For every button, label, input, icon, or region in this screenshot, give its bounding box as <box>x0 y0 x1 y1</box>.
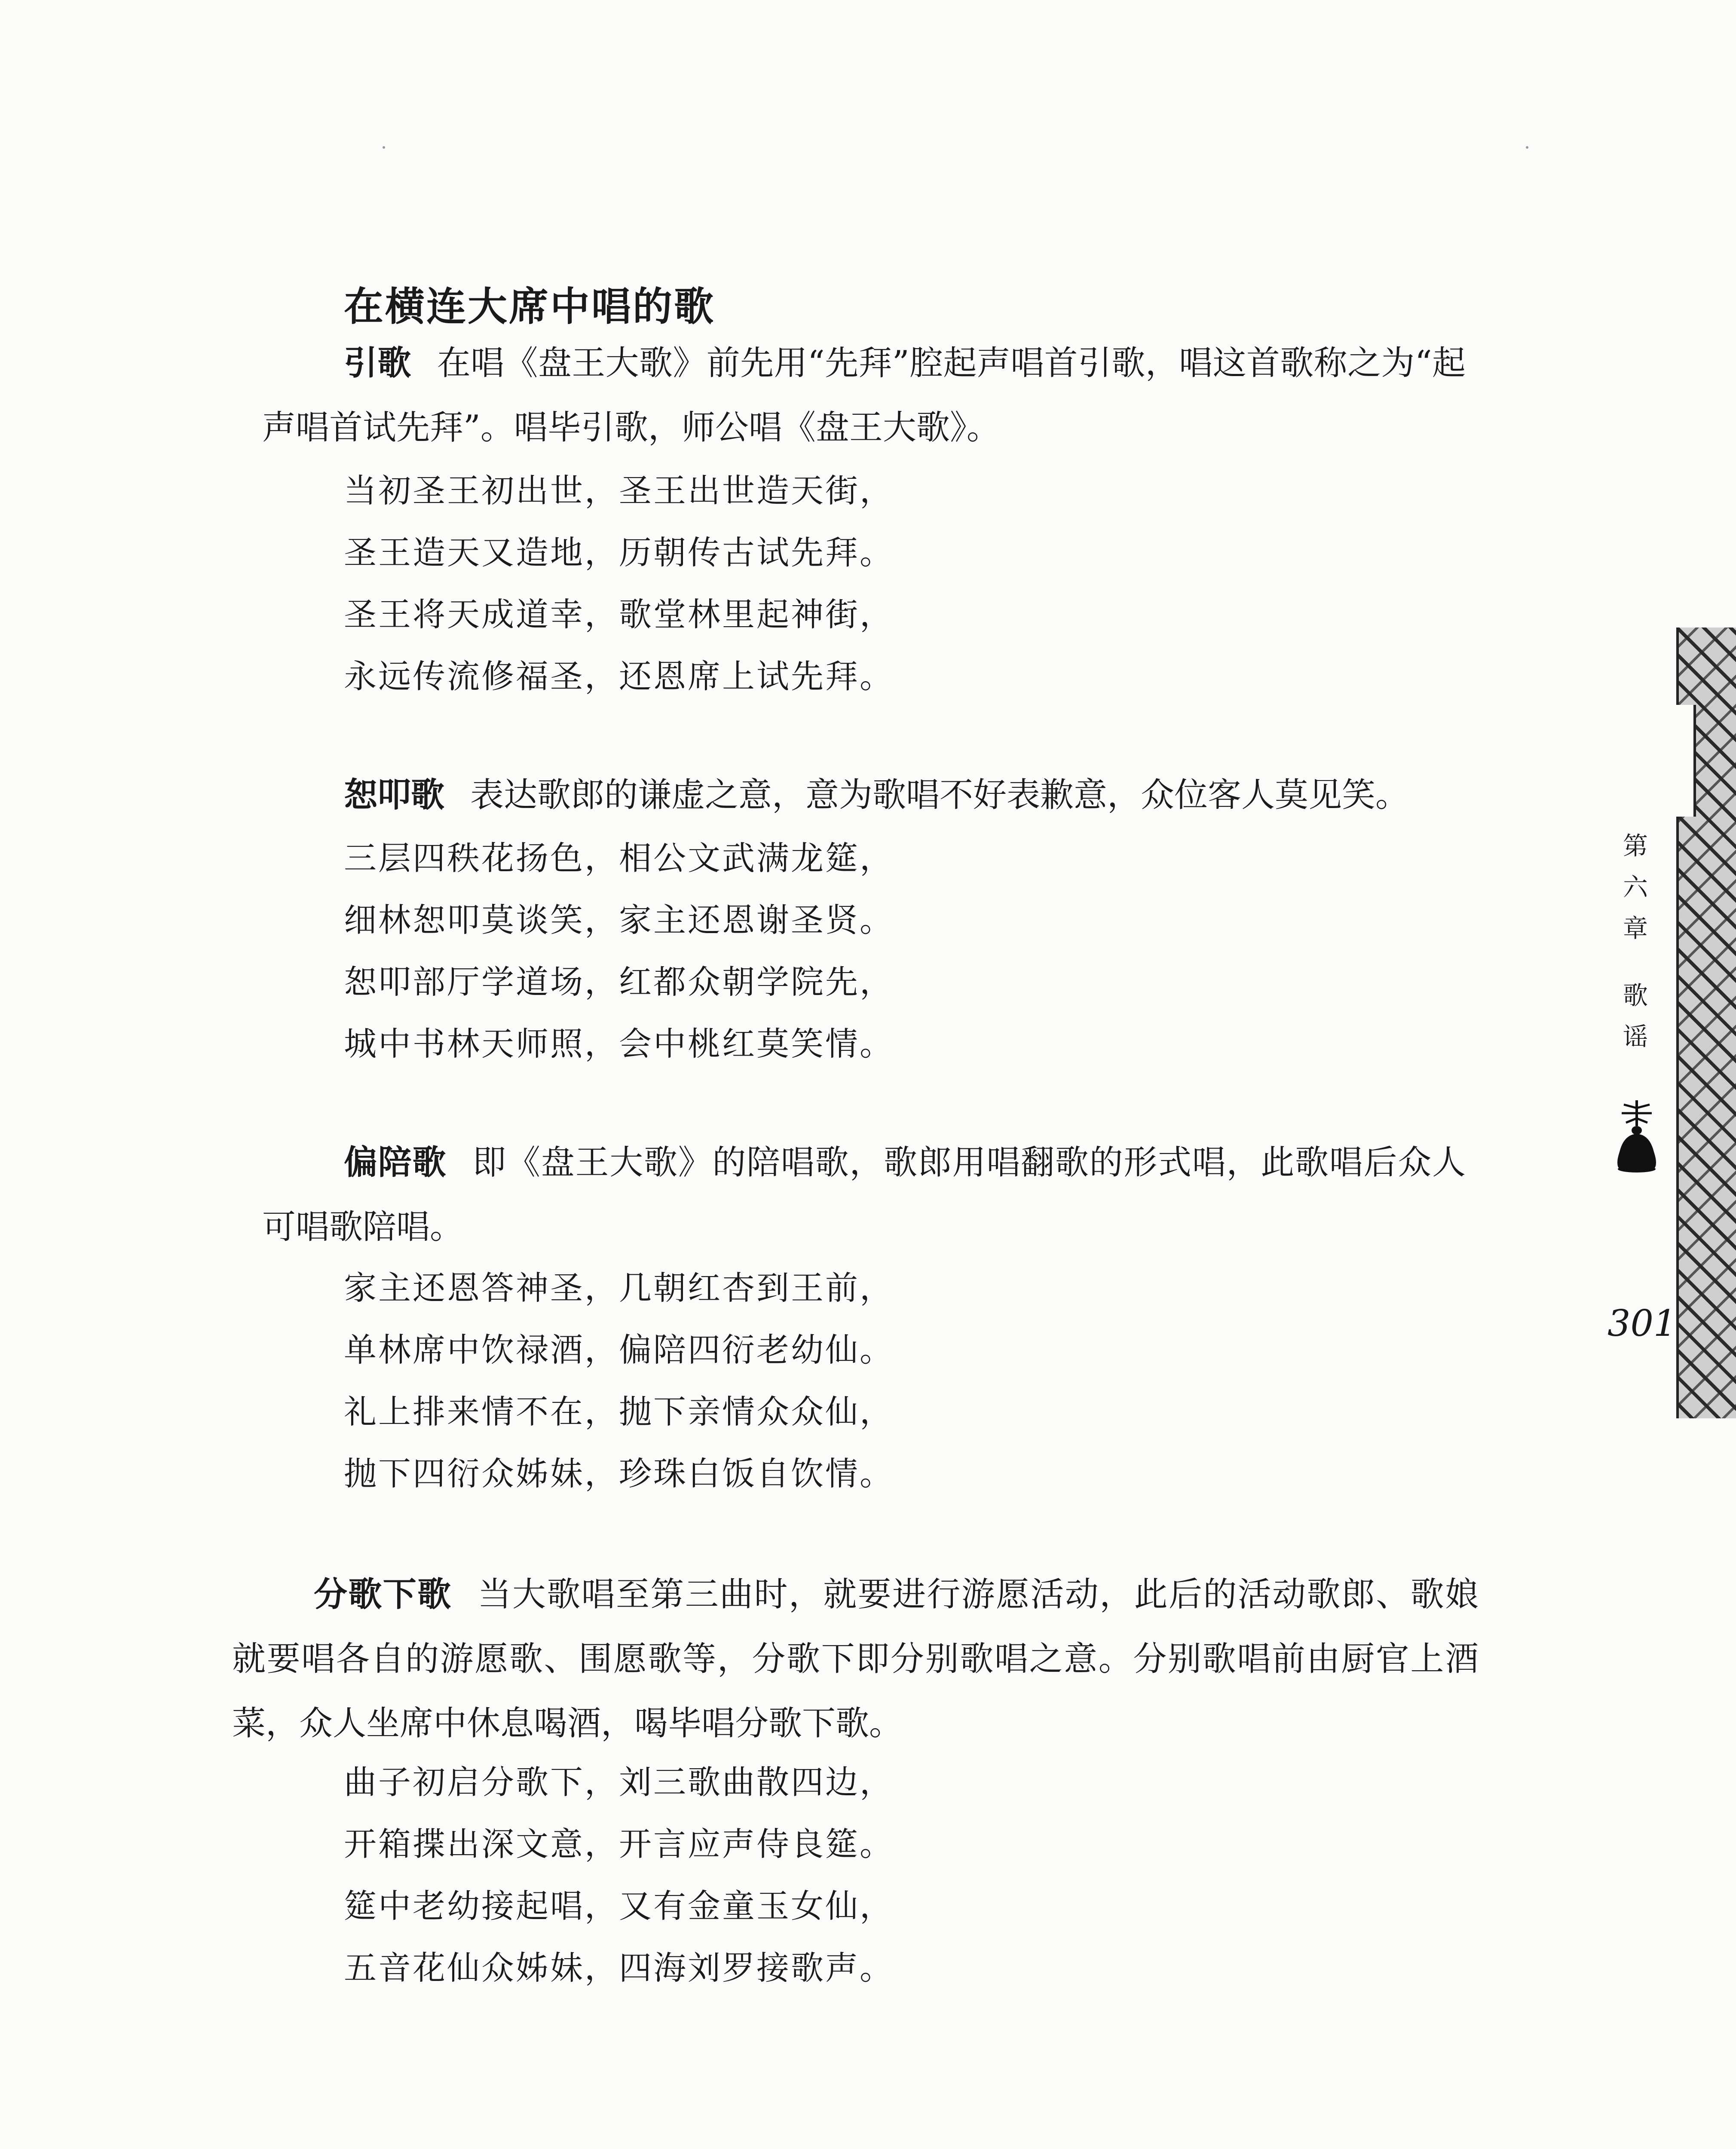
chapter-char: 歌 <box>1623 981 1648 1010</box>
ornamental-border-notch <box>1676 705 1696 817</box>
verse-line: 单林席中饮禄酒，偏陪四衍老幼仙。 <box>344 1331 894 1369</box>
song-description-text: 在唱《盘王大歌》前先用“先拜”腔起声唱首引歌，唱这首歌称之为“起声唱首试先拜”。唱毕引歌，师公唱《盘王大歌》。 <box>262 344 1466 447</box>
song-description-text: 当大歌唱至第三曲时，就要进行游愿活动，此后的活动歌郎、歌娘就要唱各自的游愿歌、围愿歌等，分歌下即分别歌唱之意。分别歌唱前由厨官上酒菜，众人坐席中休息喝酒，喝毕唱分歌下歌。 <box>232 1575 1479 1743</box>
verse-line: 三层四秩花扬色，相公文武满龙筵， <box>344 839 894 877</box>
verse-line: 细林恕叩莫谈笑，家主还恩谢圣贤。 <box>344 901 894 939</box>
scan-speck <box>383 146 385 149</box>
chapter-char: 谣 <box>1623 1022 1648 1051</box>
song-description <box>262 331 1466 460</box>
verse-block <box>344 460 894 707</box>
verse-line: 家主还恩答神圣，几朝红杏到王前， <box>344 1269 894 1307</box>
bell-icon <box>1611 1100 1663 1173</box>
page-number: 301 <box>1607 1302 1677 1344</box>
verse-line: 礼上排来情不在，抛下亲情众众仙， <box>344 1393 894 1431</box>
verse-line: 永远传流修福圣，还恩席上试先拜。 <box>344 657 894 695</box>
song-term: 引歌 <box>344 344 411 383</box>
verse-line: 城中书林天师照，会中桃红莫笑情。 <box>344 1025 894 1063</box>
verse-line: 圣王将天成道幸，歌堂林里起神街， <box>344 595 894 634</box>
verse-line: 开箱揲出深文意，开言应声侍良筵。 <box>344 1825 894 1863</box>
song-description <box>262 1130 1466 1259</box>
verse-line: 五音花仙众姊妹，四海刘罗接歌声。 <box>344 1949 894 1987</box>
verse-block <box>344 1257 894 1505</box>
song-description-text: 表达歌郎的谦虚之意，意为歌唱不好表歉意，众位客人莫见笑。 <box>470 776 1409 814</box>
song-description-text: 即《盘王大歌》的陪唱歌，歌郎用唱翻歌的形式唱，此歌唱后众人可唱歌陪唱。 <box>262 1143 1466 1246</box>
song-term: 偏陪歌 <box>344 1143 447 1182</box>
verse-block <box>344 827 894 1075</box>
section-title: 在横连大席中唱的歌 <box>344 284 716 330</box>
chapter-char: 章 <box>1623 914 1648 943</box>
verse-line: 抛下四衍众姊妹，珍珠白饭自饮情。 <box>344 1454 894 1493</box>
song-term: 恕叩歌 <box>344 776 445 814</box>
song-description <box>262 763 1466 827</box>
song-description <box>232 1562 1479 1756</box>
chapter-char: 六 <box>1623 872 1648 902</box>
verse-line: 筵中老幼接起唱，又有金童玉女仙， <box>344 1887 894 1925</box>
verse-block <box>344 1751 894 1999</box>
verse-line: 当初圣王初出世，圣王出世造天街， <box>344 471 894 510</box>
chapter-label <box>1616 825 1655 1057</box>
verse-line: 恕叩部厅学道场，红都众朝学院先， <box>344 963 894 1001</box>
song-term: 分歌下歌 <box>314 1575 452 1614</box>
chapter-char: 第 <box>1623 831 1648 860</box>
verse-line: 曲子初启分歌下，刘三歌曲散四边， <box>344 1763 894 1801</box>
verse-line: 圣王造天又造地，历朝传古试先拜。 <box>344 533 894 572</box>
scan-speck <box>1526 146 1528 149</box>
